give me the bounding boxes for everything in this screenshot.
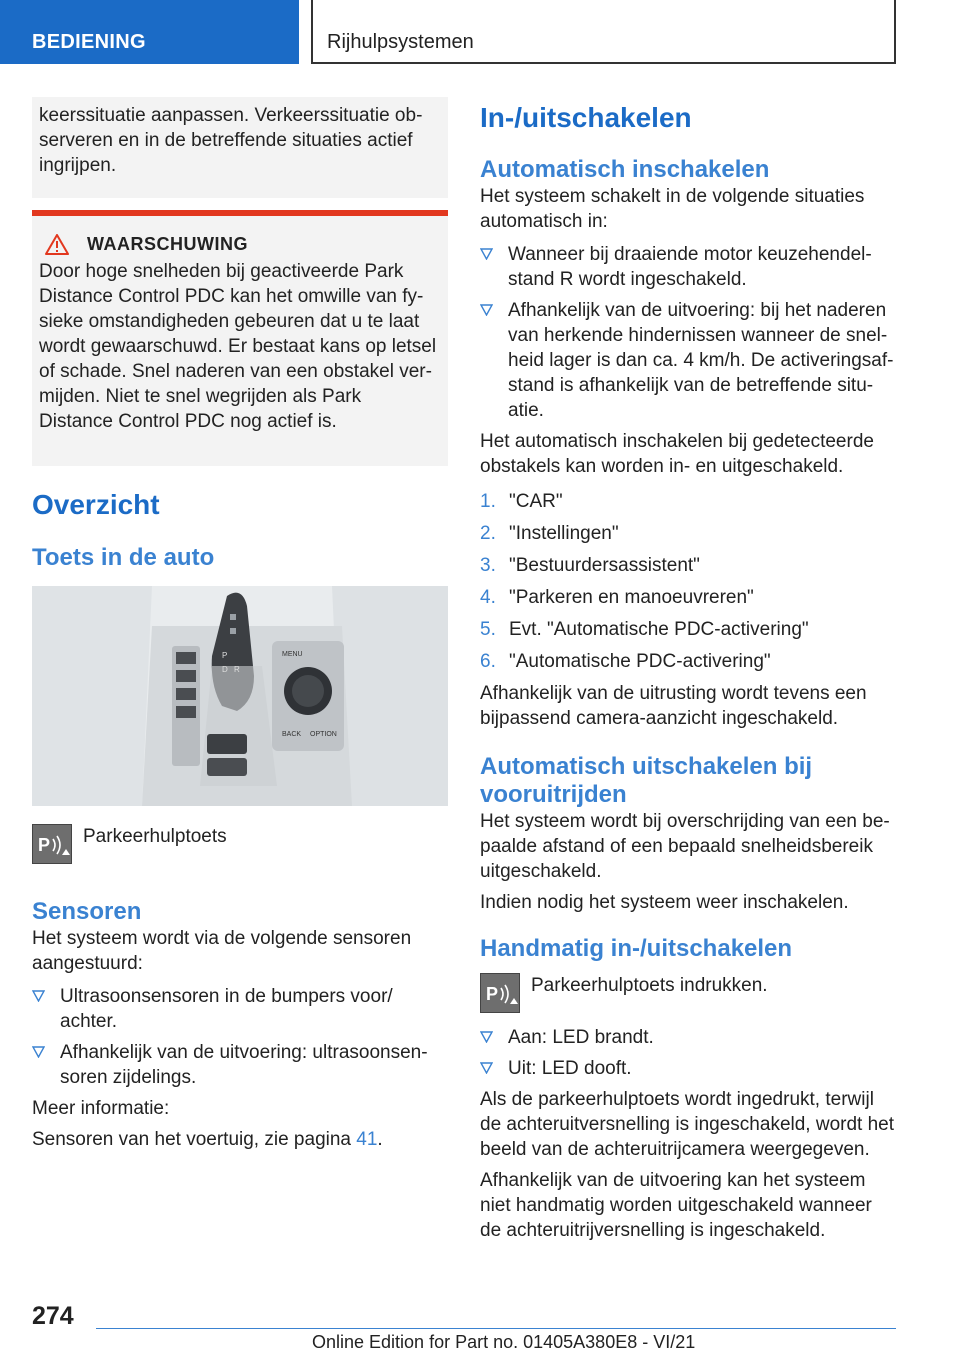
step-number: 6. bbox=[480, 651, 496, 672]
step-item bbox=[480, 489, 896, 514]
sensor-item-text: Ultrasoonsensoren in de bumpers voor/ achter. bbox=[60, 986, 393, 1032]
step-number: 4. bbox=[480, 587, 496, 608]
button-caption: Parkeerhulptoets bbox=[83, 826, 227, 847]
step-item bbox=[480, 649, 896, 674]
photo-label-menu: MENU bbox=[282, 651, 303, 658]
auto-on-text-2: Het automatisch inschakelen bij gedetecteerde obstakels kan worden in- en uitgeschakeld. bbox=[480, 431, 874, 477]
manual-text-2: Afhankelijk van de uitvoering kan het systeem niet handmatig worden uitgeschakeld wanneer de achteruitrijversnelling is ingeschakeld. bbox=[480, 1170, 872, 1241]
manual-text: Als de parkeerhulptoets wordt ingedrukt, terwijl de achteruitversnelling is ingeschakeld, wordt het beeld van de achteruitrijcamera weergegeven. bbox=[480, 1089, 895, 1160]
step-text: "Automatische PDC-activering" bbox=[509, 651, 771, 672]
warning-text: Door hoge snelheden bij geactiveerde Park Distance Control PDC kan het omwille van fysieke omstandigheden gebeuren dat u te laat wordt gewaarschuwd. Er bestaat kans op letsel of schade. Snel naderen van een obstakel vermijden. Niet te snel wegrijden als Park Distance Control PDC nog actief is. bbox=[39, 261, 437, 432]
parking-assist-button-icon bbox=[480, 973, 520, 1013]
left-column bbox=[32, 97, 448, 1158]
onoff-heading: In-/uitschakelen bbox=[480, 102, 692, 133]
warning-box bbox=[32, 210, 448, 466]
more-info-label: Meer informatie: bbox=[32, 1098, 170, 1119]
center-console-illustration bbox=[32, 586, 448, 806]
step-text: Evt. "Automatische PDC-activering" bbox=[509, 619, 809, 640]
step-number: 3. bbox=[480, 555, 496, 576]
step-item bbox=[480, 553, 896, 578]
manual-heading: Handmatig in-/uitschakelen bbox=[480, 935, 793, 962]
step-number: 2. bbox=[480, 523, 496, 544]
step-item bbox=[480, 617, 896, 642]
step-text: "Bestuurdersassistent" bbox=[509, 555, 700, 576]
manual-list bbox=[480, 1025, 896, 1081]
footer-edition: Online Edition for Part no. 01405A380E8 - VI/21 bbox=[312, 1332, 696, 1352]
step-number: 5. bbox=[480, 619, 496, 640]
settings-steps bbox=[480, 489, 896, 674]
steps-after-text: Afhankelijk van de uitrusting wordt tevens een bijpassend camera-aanzicht ingeschakeld. bbox=[480, 683, 867, 729]
triangle-bullet-icon bbox=[480, 1062, 493, 1074]
photo-label-option: OPTION bbox=[310, 731, 337, 738]
photo-label-r: R bbox=[234, 665, 240, 674]
sensors-list bbox=[32, 984, 448, 1090]
overview-heading: Overzicht bbox=[32, 489, 160, 520]
step-item bbox=[480, 521, 896, 546]
section-tab: BEDIENING bbox=[0, 0, 299, 64]
step-text: "Parkeren en manoeuvreren" bbox=[509, 587, 754, 608]
auto-off-heading: Automatisch uitschakelen bij vooruitrijden bbox=[480, 753, 813, 808]
parking-assist-button-icon bbox=[32, 824, 72, 864]
sensors-heading: Sensoren bbox=[32, 898, 142, 925]
auto-off-text-2: Indien nodig het systeem weer inschakelen. bbox=[480, 892, 849, 913]
button-heading: Toets in de auto bbox=[32, 544, 215, 571]
triangle-bullet-icon bbox=[32, 990, 45, 1002]
auto-on-text: Het systeem schakelt in de volgende situaties automatisch in: bbox=[480, 186, 865, 232]
auto-off-text: Het systeem wordt bij overschrijding van een bepaalde afstand of een bepaald snelheidsbereik uitgeschakeld. bbox=[480, 811, 890, 882]
triangle-bullet-icon bbox=[32, 1046, 45, 1058]
continued-text-box: keerssituatie aanpassen. Verkeerssituatie observeren en in de betreffende situaties actief ingrijpen. bbox=[32, 97, 448, 198]
sensors-text: Het systeem wordt via de volgende sensoren aangestuurd: bbox=[32, 928, 412, 974]
auto-on-heading: Automatisch inschakelen bbox=[480, 156, 770, 183]
list-item bbox=[480, 1056, 896, 1081]
manual-icon-text: Parkeerhulptoets indrukken. bbox=[531, 975, 768, 996]
reference-end: . bbox=[377, 1129, 383, 1150]
right-column bbox=[480, 97, 896, 1249]
manual-icon-row bbox=[480, 973, 896, 1013]
footer-divider bbox=[96, 1328, 896, 1329]
list-item bbox=[480, 298, 896, 423]
sensor-item-text: Afhankelijk van de uitvoering: ultrasoonsensoren zijdelings. bbox=[60, 1042, 428, 1088]
manual-item-text: Aan: LED brandt. bbox=[508, 1027, 654, 1048]
triangle-bullet-icon bbox=[480, 1031, 493, 1043]
step-text: "CAR" bbox=[509, 491, 563, 512]
triangle-bullet-icon bbox=[480, 304, 493, 316]
step-item bbox=[480, 585, 896, 610]
warning-triangle-icon bbox=[45, 234, 69, 255]
photo-label-back: BACK bbox=[282, 731, 302, 738]
list-item bbox=[480, 242, 896, 292]
center-console-photo bbox=[32, 586, 448, 806]
chapter-title: Rijhulpsystemen bbox=[311, 0, 896, 64]
list-item bbox=[32, 1040, 448, 1090]
reference-text: Sensoren van het voertuig, zie pagina bbox=[32, 1129, 357, 1150]
page-reference-link[interactable]: 41 bbox=[356, 1129, 378, 1150]
photo-label-p: P bbox=[222, 651, 228, 660]
step-text: "Instellingen" bbox=[509, 523, 619, 544]
manual-item-text: Uit: LED dooft. bbox=[508, 1058, 632, 1079]
step-number: 1. bbox=[480, 491, 496, 512]
triangle-bullet-icon bbox=[480, 248, 493, 260]
sensors-reference bbox=[32, 1127, 448, 1152]
button-caption-row bbox=[32, 824, 448, 864]
photo-label-d: D bbox=[222, 665, 228, 674]
warning-title: WAARSCHUWING bbox=[87, 234, 248, 254]
svg-text:P: P bbox=[38, 835, 51, 855]
auto-on-item-text: Afhankelijk van de uitvoering: bij het naderen van herkende hindernissen wanneer de snelheid lager is dan ca. 4 km/h. De activeringsafstand is afhankelijk van de betreffende situatie. bbox=[508, 300, 894, 421]
svg-text:P: P bbox=[486, 984, 499, 1004]
page-number: 274 bbox=[32, 1302, 74, 1330]
list-item bbox=[480, 1025, 896, 1050]
auto-on-list bbox=[480, 242, 896, 423]
list-item bbox=[32, 984, 448, 1034]
auto-on-item-text: Wanneer bij draaiende motor keuzehendelstand R wordt ingeschakeld. bbox=[508, 244, 872, 290]
warning-header bbox=[39, 234, 440, 255]
